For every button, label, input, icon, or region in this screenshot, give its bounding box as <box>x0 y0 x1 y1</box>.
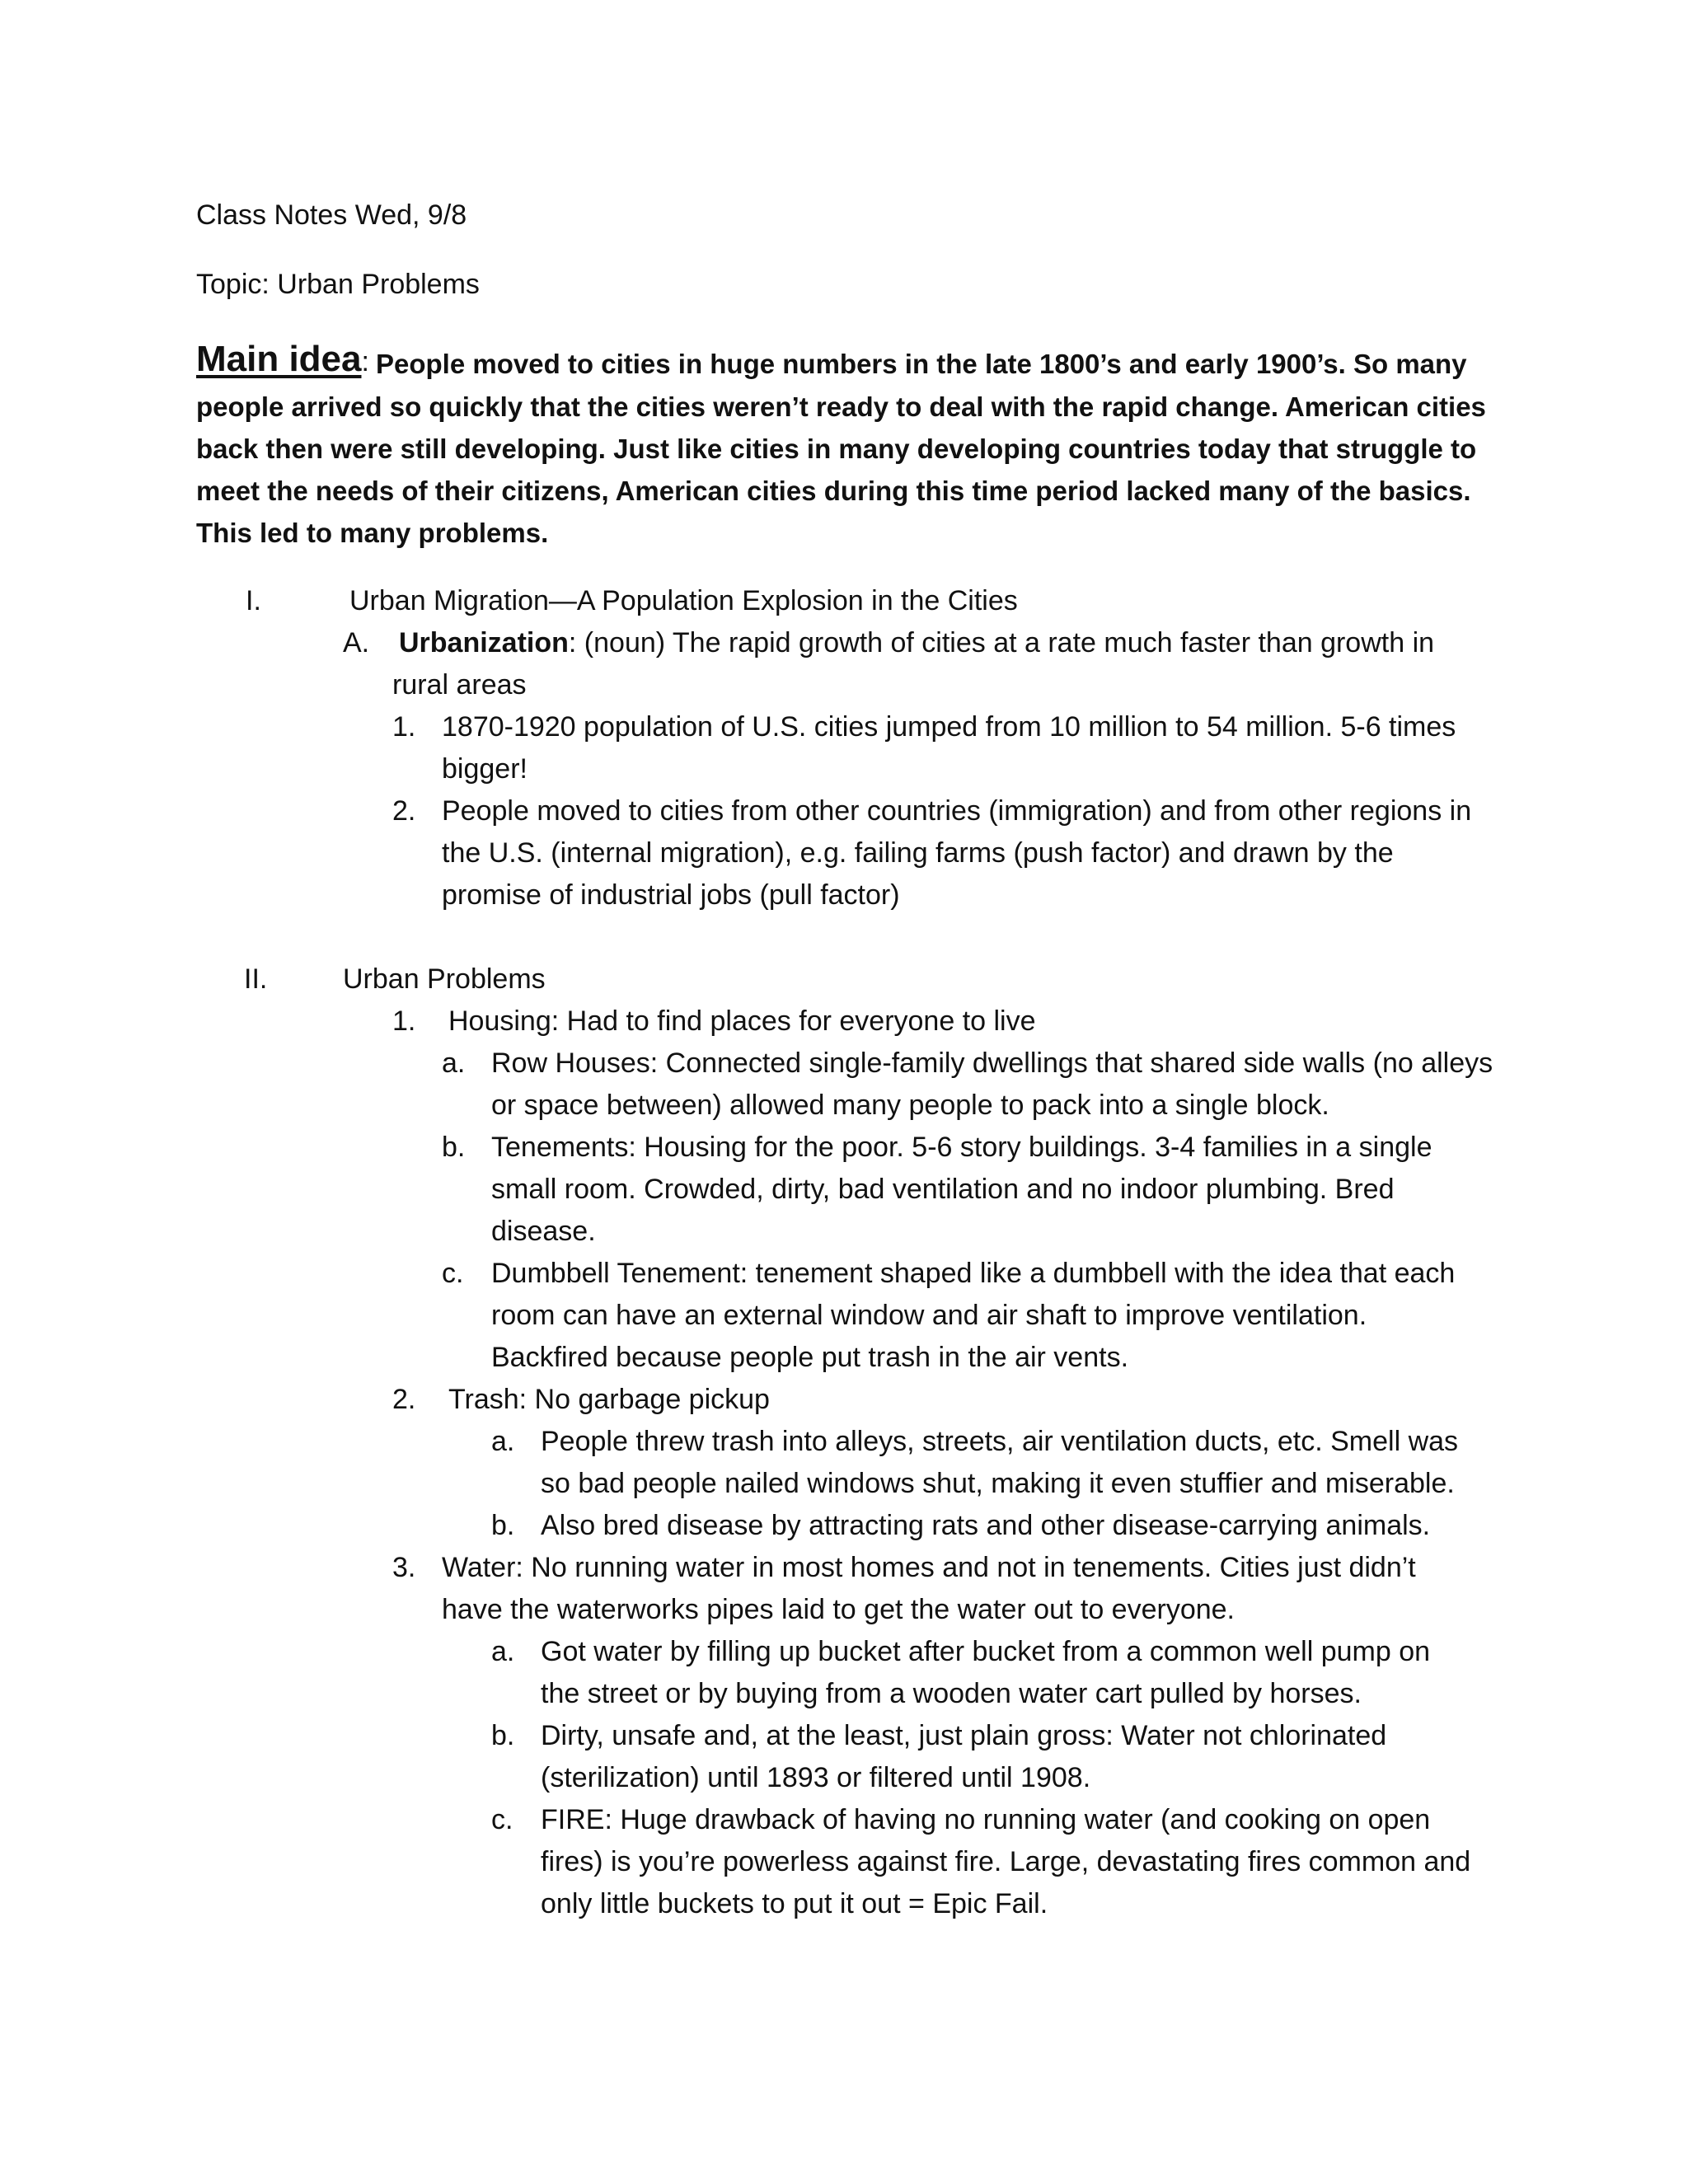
housing-b-marker: b. <box>442 1132 466 1163</box>
section-1-item-1-marker: 1. <box>392 711 416 743</box>
housing-c-line-2: room can have an external window and air shaft to improve ventilation. <box>491 1300 1367 1331</box>
housing-c-line-3: Backfired because people put trash in the air vents. <box>491 1342 1129 1373</box>
main-idea-heading <box>196 335 369 387</box>
water-b-line-1: Dirty, unsafe and, at the least, just plain gross: Water not chlorinated <box>541 1720 1387 1751</box>
section-1-item-2-line-2: the U.S. (internal migration), e.g. failing farms (push factor) and drawn by the <box>442 837 1394 869</box>
housing-title: Housing: Had to find places for everyone to live <box>448 1005 1036 1037</box>
water-a-line-1: Got water by filling up bucket after bucket from a common well pump on <box>541 1636 1431 1667</box>
water-marker: 3. <box>392 1552 416 1583</box>
section-1-item-1-line-2: bigger! <box>442 753 528 785</box>
section-1-a-line-2: rural areas <box>392 669 527 701</box>
trash-marker: 2. <box>392 1384 416 1415</box>
trash-a-marker: a. <box>491 1426 515 1457</box>
topic-line: Topic: Urban Problems <box>196 269 480 300</box>
water-line-1: Water: No running water in most homes and not in tenements. Cities just didn’t <box>442 1552 1416 1583</box>
housing-marker: 1. <box>392 1005 416 1037</box>
section-2-title: Urban Problems <box>343 963 546 995</box>
section-1-item-2-line-3: promise of industrial jobs (pull factor) <box>442 879 900 911</box>
main-idea-line-2: people arrived so quickly that the cities weren’t ready to deal with the rapid change. American cities <box>196 391 1486 422</box>
section-1-a-line-1 <box>399 622 1434 664</box>
water-b-line-2: (sterilization) until 1893 or filtered until 1908. <box>541 1762 1091 1793</box>
section-2-numeral: II. <box>244 963 268 995</box>
section-1-a-marker: A. <box>343 627 370 658</box>
trash-a-line-1: People threw trash into alleys, streets, air ventilation ducts, etc. Smell was <box>541 1426 1459 1457</box>
water-c-marker: c. <box>491 1804 513 1835</box>
main-idea-line-1: People moved to cities in huge numbers in the late 1800’s and early 1900’s. So many <box>376 349 1467 379</box>
section-1-numeral: I. <box>246 585 261 616</box>
main-idea-line-4: meet the needs of their citizens, American cities during this time period lacked many of the basics. <box>196 476 1471 506</box>
housing-a-line-2: or space between) allowed many people to pack into a single block. <box>491 1090 1329 1121</box>
section-1-item-2-marker: 2. <box>392 795 416 827</box>
trash-b-marker: b. <box>491 1510 515 1541</box>
housing-b-line-2: small room. Crowded, dirty, bad ventilation and no indoor plumbing. Bred <box>491 1174 1395 1205</box>
section-1-item-2-line-1: People moved to cities from other countries (immigration) and from other regions in <box>442 795 1472 827</box>
main-idea-label: Main idea <box>196 339 362 379</box>
water-line-2: have the waterworks pipes laid to get the water out to everyone. <box>442 1594 1235 1625</box>
section-1-item-1-line-1: 1870-1920 population of U.S. cities jumped from 10 million to 54 million. 5-6 times <box>442 711 1456 743</box>
trash-b-line-1: Also bred disease by attracting rats and other disease-carrying animals. <box>541 1510 1431 1541</box>
date-line: Class Notes Wed, 9/8 <box>196 199 467 231</box>
main-idea-line-5: This led to many problems. <box>196 518 549 548</box>
main-idea-colon: : <box>361 346 369 377</box>
water-b-marker: b. <box>491 1720 515 1751</box>
housing-b-line-3: disease. <box>491 1216 596 1247</box>
housing-a-marker: a. <box>442 1047 466 1079</box>
trash-title: Trash: No garbage pickup <box>448 1384 770 1415</box>
housing-c-marker: c. <box>442 1258 464 1289</box>
housing-a-line-1: Row Houses: Connected single-family dwellings that shared side walls (no alleys <box>491 1047 1493 1079</box>
urbanization-definition: : (noun) The rapid growth of cities at a rate much faster than growth in <box>568 627 1435 658</box>
main-idea-line-3: back then were still developing. Just like cities in many developing countries today that struggle to <box>196 434 1477 464</box>
housing-b-line-1: Tenements: Housing for the poor. 5-6 story buildings. 3-4 families in a single <box>491 1132 1432 1163</box>
trash-a-line-2: so bad people nailed windows shut, making it even stuffier and miserable. <box>541 1468 1455 1499</box>
water-c-line-3: only little buckets to put it out = Epic Fail. <box>541 1888 1048 1919</box>
urbanization-term: Urbanization <box>399 627 569 658</box>
water-a-marker: a. <box>491 1636 515 1667</box>
water-c-line-2: fires) is you’re powerless against fire. Large, devastating fires common and <box>541 1846 1471 1877</box>
water-c-line-1: FIRE: Huge drawback of having no running water (and cooking on open <box>541 1804 1431 1835</box>
housing-c-line-1: Dumbbell Tenement: tenement shaped like a dumbbell with the idea that each <box>491 1258 1456 1289</box>
water-a-line-2: the street or by buying from a wooden water cart pulled by horses. <box>541 1678 1362 1709</box>
section-1-title: Urban Migration—A Population Explosion in the Cities <box>349 585 1018 616</box>
